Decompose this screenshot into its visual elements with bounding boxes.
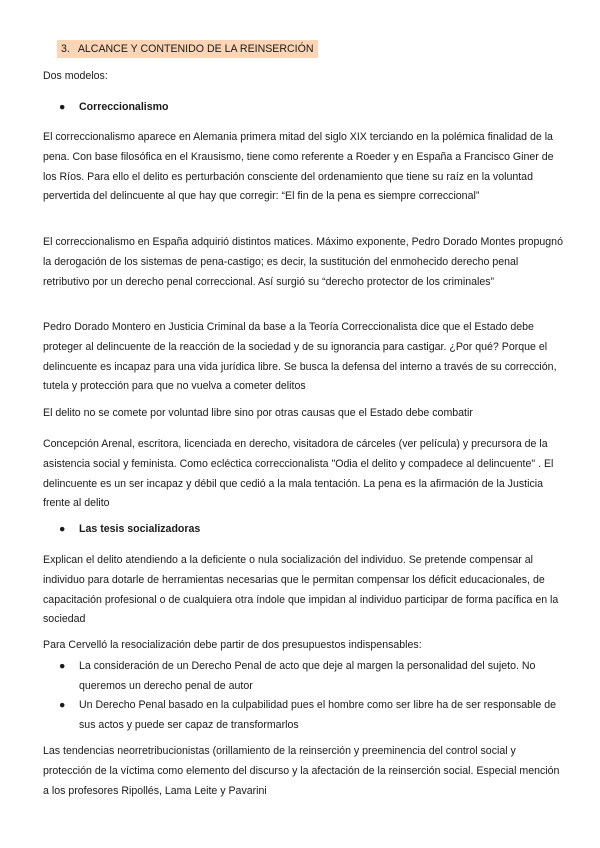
bullet-icon: ● bbox=[59, 660, 66, 672]
bullet-icon: ● bbox=[59, 101, 66, 113]
paragraph: Explican el delito atendiendo a la deficiente o nula socialización del individuo. Se pretende compensar al individuo para dotarle de herramientas necesarias que le permitan compensar los déficit educacionales, de capacitación profesional o de cualquiera otra índole que impidan al individuo participar de forma pacífica en la sociedad bbox=[43, 554, 559, 626]
bullet-icon: ● bbox=[59, 699, 66, 711]
list-item-text: La consideración de un Derecho Penal de acto que deje al margen la personalidad del sujeto. No queremos un derecho penal de autor bbox=[79, 660, 536, 692]
paragraph: Para Cervelló la resocialización debe partir de dos presupuestos indispensables: bbox=[43, 639, 422, 651]
bullet-icon: ● bbox=[59, 523, 66, 535]
section-title: ALCANCE Y CONTENIDO DE LA REINSERCIÓN bbox=[77, 43, 314, 55]
section-heading bbox=[57, 40, 318, 58]
section-number: 3. bbox=[61, 43, 70, 55]
paragraph: El correccionalismo aparece en Alemania primera mitad del siglo XIX terciando en la polémica finalidad de la pena. Con base filosófica en el Krausismo, tiene como referente a Roeder y en España a Francisco Giner de los Ríos. Para ello el delito es perturbación consciente del ordenamiento que tiene su raíz en la voluntad pervertida del delincuente al que hay que corregir: “El fin de la pena es siempre correccional” bbox=[43, 131, 554, 203]
paragraph: El correccionalismo en España adquirió distintos matices. Máximo exponente, Pedro Dorado Montes propugnó la derogación de los sistemas de pena-castigo; es decir, la sustitución del enmohecido derecho penal retributivo por un derecho penal correccional. Así surgió su “derecho protector de los criminales” bbox=[43, 236, 563, 288]
paragraph: Las tendencias neorretribucionistas (orillamiento de la reinserción y preeminencia del control social y protección de la víctima como elemento del discurso y la afectación de la reinserción social. Especial mención a los profesores Ripollés, Lama Leite y Pavarini bbox=[43, 745, 560, 797]
list-item bbox=[59, 696, 569, 736]
list-item-text: Un Derecho Penal basado en la culpabilidad pues el hombre como ser libre ha de ser responsable de sus actos y puede ser capaz de transformarlos bbox=[79, 699, 557, 731]
paragraph: El delito no se comete por voluntad libre sino por otras causas que el Estado debe combatir bbox=[43, 407, 473, 419]
paragraph: Pedro Dorado Montero en Justicia Criminal da base a la Teoría Correccionalista dice que el Estado debe proteger al delincuente de la reacción de la sociedad y de su ignorancia para castigar. ¿Por qué? Porque el delincuente es incapaz para una vida jurídica libre. Se busca la defensa del interno a través de su corrección, tutela y protección para que no vuelva a cometer delitos bbox=[43, 321, 557, 393]
paragraph: Concepción Arenal, escritora, licenciada en derecho, visitadora de cárceles (ver película) y precursora de la asistencia social y feminista. Como ecléctica correccionalista "Odia el delito y compadece al delincuente" . El delincuente es un ser incapaz y débil que cedió a la mala tentación. La pena es la afirmación de la Justicia frente al delito bbox=[43, 438, 554, 510]
correccionalismo-heading bbox=[59, 98, 169, 118]
correccionalismo-title: Correccionalismo bbox=[79, 101, 169, 113]
socializadoras-title: Las tesis socializadoras bbox=[79, 523, 201, 535]
intro-text: Dos modelos: bbox=[43, 70, 108, 82]
list-item bbox=[59, 657, 569, 697]
socializadoras-heading bbox=[59, 520, 200, 540]
